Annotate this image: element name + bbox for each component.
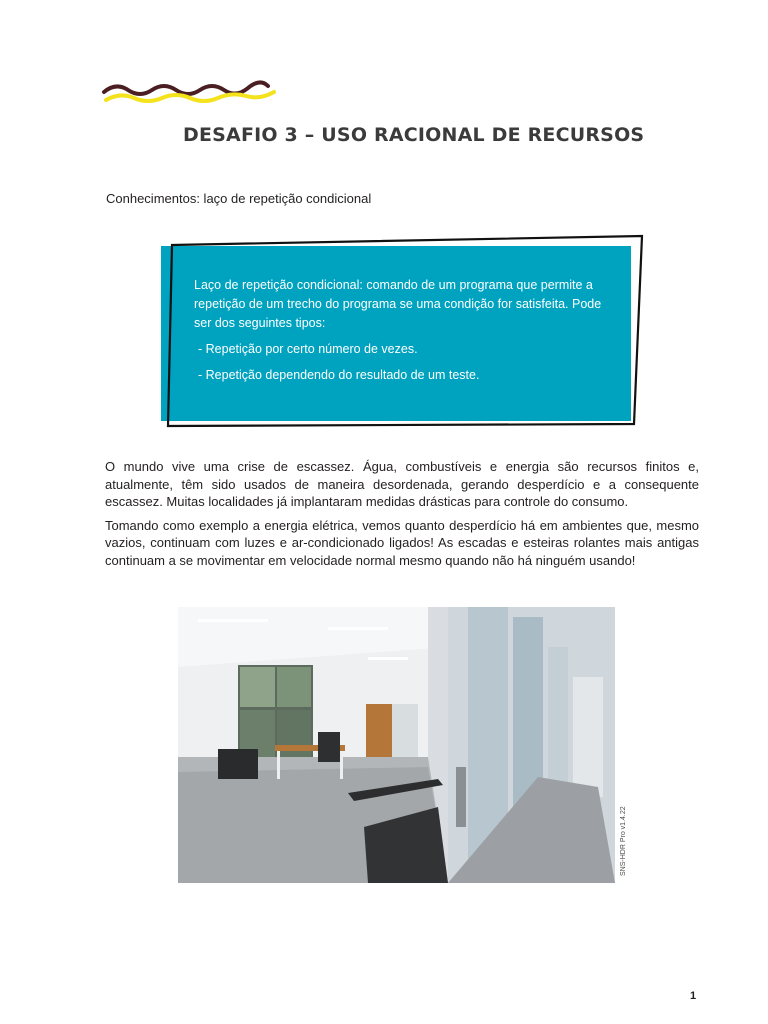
definition-item: - Repetição dependendo do resultado de um teste. xyxy=(198,368,480,382)
body-paragraph: Tomando como exemplo a energia elétrica, vemos quanto desperdício há em ambientes que, mesmo vazios, continuam com luzes e ar-condicionado ligados! As escadas e esteiras rolantes mais antigas continuam a se movimentar em velocidade normal mesmo quando não há ninguém usando! xyxy=(105,517,699,568)
knowledge-line: Conhecimentos: laço de repetição condicional xyxy=(106,191,372,206)
definition-item: - Repetição por certo número de vezes. xyxy=(198,342,418,356)
body-paragraph: O mundo vive uma crise de escassez. Água, combustíveis e energia são recursos finitos e, atualmente, têm sido usados de maneira desordenada, gerando desperdício e a consequente escassez. Muitas localidades já implantaram medidas drásticas para controle do consumo. xyxy=(105,459,699,509)
page-number: 1 xyxy=(690,990,697,1002)
page-title: DESAFIO 3 – USO RACIONAL DE RECURSOS xyxy=(183,124,645,146)
office-photo xyxy=(178,607,615,883)
definition-paragraph: Laço de repetição condicional: comando de um programa que permite a repetição de um trecho do programa se uma condição for satisfeita. Pode ser dos seguintes tipos: xyxy=(194,278,602,330)
decorative-wave-icon xyxy=(100,78,282,110)
photo-credit: SNS-HDR Pro v1.4.22 xyxy=(620,806,627,876)
definition-text xyxy=(194,276,619,385)
body-text xyxy=(105,458,699,575)
